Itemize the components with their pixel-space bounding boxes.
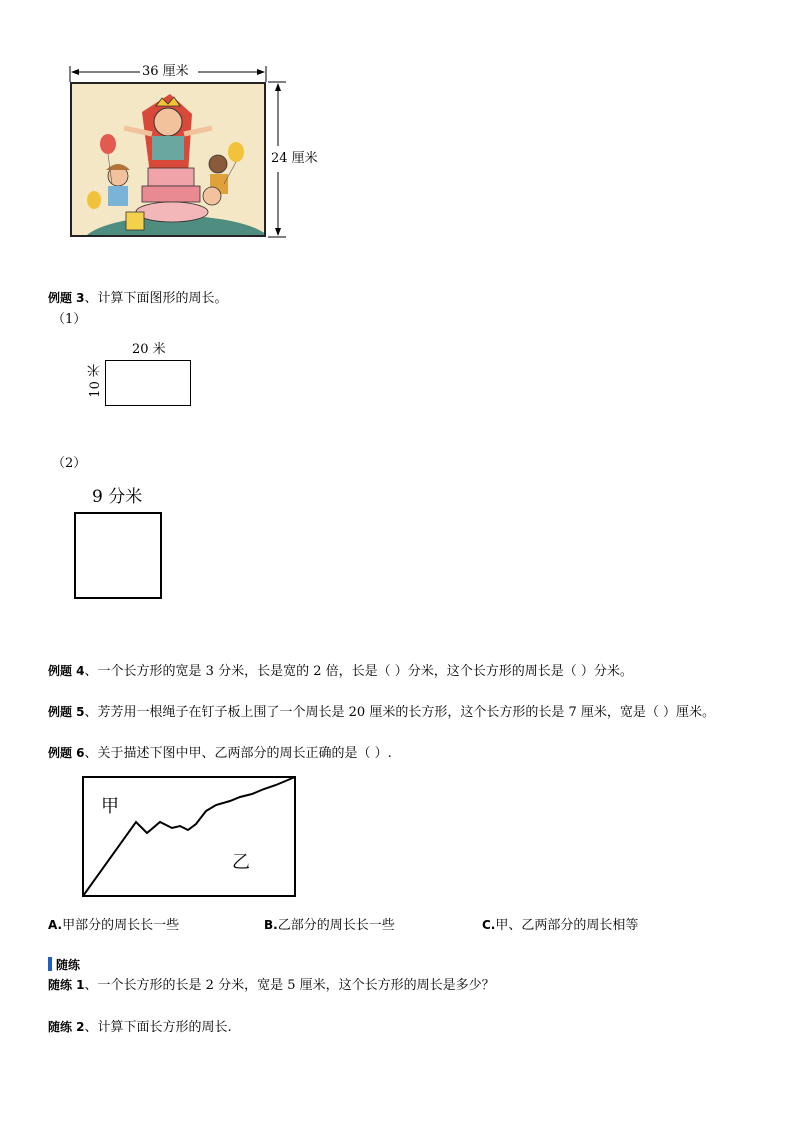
label-jia: 甲 — [101, 796, 119, 817]
option-b — [264, 917, 395, 934]
practice-heading-text: 随练 — [56, 958, 81, 972]
option-a-letter: A. — [48, 918, 63, 932]
height-label: 24 厘米 — [271, 151, 318, 166]
width-label: 36 厘米 — [142, 64, 189, 79]
practice-2 — [48, 1019, 232, 1036]
example-6-text: 、关于描述下图中甲、乙两部分的周长正确的是（ ）. — [84, 746, 392, 761]
practice-1 — [48, 977, 495, 994]
example-3-text: 、计算下面图形的周长。 — [84, 291, 228, 306]
label-yi: 乙 — [232, 852, 250, 873]
birthday-illustration — [70, 82, 266, 237]
example-3-label: 例题 3 — [48, 291, 85, 305]
example-5-label: 例题 5 — [48, 705, 85, 719]
square-figure — [74, 512, 162, 599]
practice-2-label: 随练 2 — [48, 1020, 85, 1034]
option-a-text: 甲部分的周长长一些 — [62, 918, 180, 933]
example-6 — [48, 745, 392, 762]
birthday-party-image — [72, 84, 266, 237]
option-b-letter: B. — [264, 918, 278, 932]
option-c-letter: C. — [482, 918, 496, 932]
example-4-label: 例题 4 — [48, 664, 85, 678]
practice-heading — [48, 957, 80, 974]
example-3-title — [48, 290, 228, 307]
practice-1-text: 、一个长方形的长是 2 分米，宽是 5 厘米，这个长方形的周长是多少？ — [84, 978, 495, 993]
section-marker — [48, 957, 52, 971]
example-6-label: 例题 6 — [48, 746, 85, 760]
option-c-text: 甲、乙两部分的周长相等 — [495, 918, 639, 933]
rect-top-label: 20 米 — [132, 342, 166, 357]
option-c — [482, 917, 638, 934]
part-2-label: （2） — [52, 456, 87, 471]
option-a — [48, 917, 179, 934]
rect-side-label: 10 米 — [88, 364, 103, 398]
example-4-text: 、一个长方形的宽是 3 分米，长是宽的 2 倍，长是（ ）分米，这个长方形的周长是（ ）分米。 — [84, 664, 633, 679]
option-b-text: 乙部分的周长长一些 — [277, 918, 395, 933]
example-5-text: 、芳芳用一根绳子在钉子板上围了一个周长是 20 厘米的长方形，这个长方形的长是 7 厘米，宽是（ ）厘米。 — [84, 705, 716, 720]
rectangle-figure — [105, 360, 191, 406]
practice-1-label: 随练 1 — [48, 978, 85, 992]
practice-2-text: 、计算下面长方形的周长. — [84, 1020, 232, 1035]
part-1-label: （1） — [52, 312, 87, 327]
square-label: 9 分米 — [92, 487, 143, 507]
example-4 — [48, 663, 633, 680]
example-5 — [48, 704, 715, 721]
